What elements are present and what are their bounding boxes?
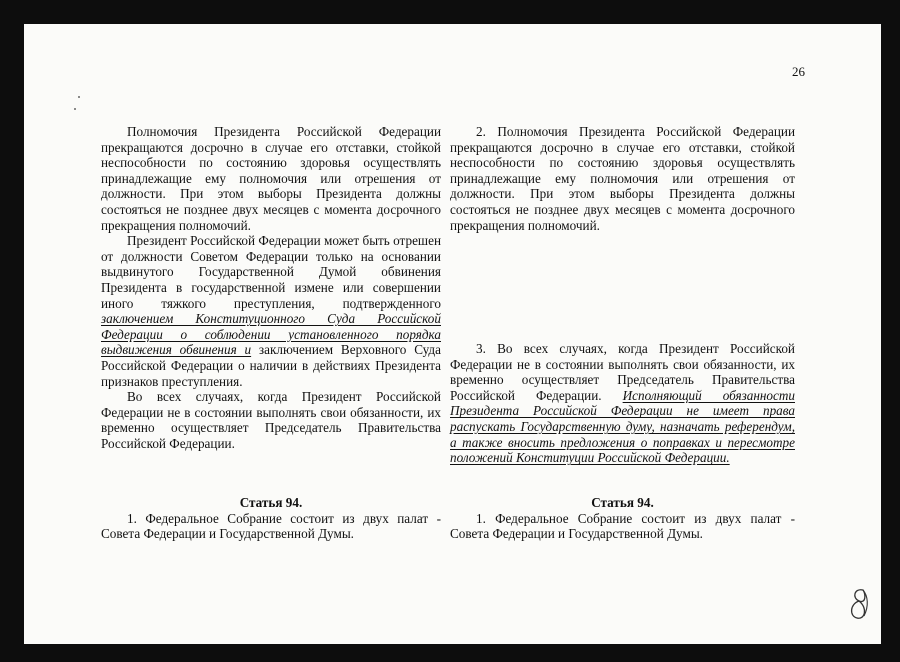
page-number: 26 [792,64,805,79]
left-p2-text-before: Президент Российской Федерации может быть отрешен от должности Советом Федерации только на основании выдвинутого Государственной Думой обвинения Президента в государственной измене или совершении иного тяжкого преступления, подтвержденного [101,233,441,311]
left-column-bottom [101,495,441,542]
right-paragraph-1: 2. Полномочия Президента Российской Федерации прекращаются досрочно в случае его отставки, стойкой неспособности по состоянию здоровья осуществлять принадлежащие ему полномочия или отрешения от должности. При этом выборы Президента должны состояться не позднее двух месяцев с момента досрочного прекращения полномочий. [450,124,795,233]
scan-speck [74,108,76,110]
right-column-middle [450,341,795,466]
handwritten-mark [844,586,874,630]
left-p2-text-after: заключением Верховного Суда Российской Федерации о наличии в действиях Президента признаков преступления. [101,342,441,389]
right-p2-text-before: 3. Во всех случаях, когда Президент Российской Федерации не в состоянии выполнять свои обязанности, их временно осуществляет Председатель Правительства Российской Федерации. [450,341,795,403]
left-paragraph-1: Полномочия Президента Российской Федерации прекращаются досрочно в случае его отставки, стойкой неспособности по состоянию здоровья осуществлять принадлежащие ему полномочия или отрешения от должности. При этом выборы Президента должны состояться не позднее двух месяцев с момента досрочного прекращения полномочий. [101,124,441,233]
right-column-top [450,124,795,233]
right-p2-inserted-text: Исполняющий обязанности Президента Российской Федерации не имеет права распускать Государственную думу, назначать референдум, а также вносить предложения о поправках и пересмотре положений Конституции Российской Федерации. [450,387,795,466]
document-page [24,24,881,644]
scan-speck [78,96,80,98]
right-article-heading: Статья 94. [591,495,654,510]
left-article-heading: Статья 94. [239,495,303,510]
left-paragraph-3: Во всех случаях, когда Президент Российской Федерации не в состоянии выполнять свои обязанности, их временно осуществляет Председатель Правительства Российской Федерации. [101,389,441,451]
right-column-bottom [450,495,795,542]
left-p2-inserted-text: заключением Конституционного Суда Российской Федерации о соблюдении установленного порядка выдвижения обвинения и [101,311,441,358]
left-paragraph-2 [101,233,441,389]
left-column-top [101,124,441,451]
right-paragraph-3: 1. Федеральное Собрание состоит из двух палат - Совета Федерации и Государственной Думы. [450,510,795,542]
right-paragraph-2 [450,341,795,466]
left-paragraph-4: 1. Федеральное Собрание состоит из двух палат - Совета Федерации и Государственной Думы. [101,510,441,542]
